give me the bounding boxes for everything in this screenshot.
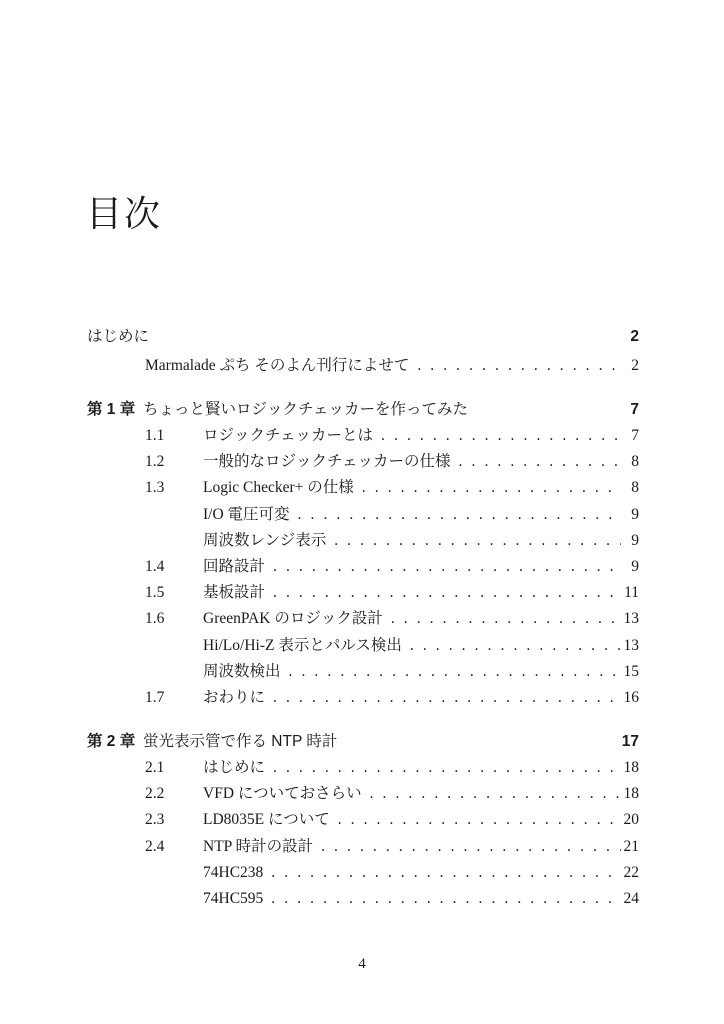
section-title: 74HC595 <box>203 890 264 907</box>
dot-leader <box>265 756 621 780</box>
entry-title: はじめに <box>87 328 150 345</box>
toc-section[interactable] <box>87 555 639 579</box>
chapter-label: 第 2 章 <box>87 733 136 750</box>
section-title: 74HC238 <box>203 864 264 881</box>
section-number: 2.1 <box>145 759 165 776</box>
toc-subsection[interactable] <box>87 861 639 885</box>
section-title: はじめに <box>203 759 266 776</box>
section-title: おわりに <box>203 689 266 706</box>
dot-leader <box>402 634 621 658</box>
dot-leader <box>373 424 621 448</box>
section-number: 1.7 <box>145 689 165 706</box>
dot-leader <box>263 861 621 885</box>
section-number: 1.3 <box>145 479 165 496</box>
toc-entry[interactable] <box>87 354 639 378</box>
section-page: 13 <box>623 610 639 627</box>
entry-page: 2 <box>631 357 639 374</box>
section-title: 一般的なロジックチェッカーの仕様 <box>203 453 451 470</box>
toc-section[interactable] <box>87 607 639 631</box>
section-page: 11 <box>624 584 639 601</box>
toc-subsection[interactable] <box>87 529 639 553</box>
dot-leader <box>313 835 621 859</box>
section-title: GreenPAK のロジック設計 <box>203 610 383 627</box>
dot-leader <box>263 887 621 911</box>
section-title: Hi/Lo/Hi-Z 表示とパルス検出 <box>203 637 402 654</box>
dot-leader <box>265 686 621 710</box>
dot-leader <box>362 782 621 806</box>
toc-section[interactable] <box>87 450 639 474</box>
section-number: 1.1 <box>145 427 165 444</box>
entry-title: Marmalade ぷち そのよん刊行によせて <box>145 357 410 374</box>
section-title: 周波数レンジ表示 <box>203 532 327 549</box>
section-number: 2.4 <box>145 838 165 855</box>
chapter-title: ちょっと賢いロジックチェッカーを作ってみた <box>143 401 469 418</box>
section-number: 1.5 <box>145 584 165 601</box>
toc-subsection[interactable] <box>87 660 639 684</box>
chapter-page: 7 <box>630 401 639 418</box>
toc-section[interactable] <box>87 782 639 806</box>
section-title: 基板設計 <box>203 584 266 601</box>
toc-section[interactable] <box>87 476 639 500</box>
dot-leader <box>265 555 621 579</box>
section-page: 21 <box>623 838 639 855</box>
section-page: 16 <box>623 689 639 706</box>
entry-page: 2 <box>630 328 639 345</box>
section-page: 18 <box>623 759 639 776</box>
toc-section[interactable] <box>87 424 639 448</box>
section-title: I/O 電圧可変 <box>203 506 290 523</box>
toc-section[interactable] <box>87 686 639 710</box>
chapter-label: 第 1 章 <box>87 401 136 418</box>
dot-leader <box>290 503 621 527</box>
chapter-title: 蛍光表示管で作る NTP 時計 <box>143 733 338 750</box>
dot-leader <box>326 529 621 553</box>
dot-leader <box>265 581 621 605</box>
page-title: 目次 <box>86 194 163 235</box>
toc-entry-intro[interactable] <box>87 325 639 349</box>
chapter-page: 17 <box>621 733 639 750</box>
dot-leader <box>354 476 621 500</box>
toc-chapter-1[interactable] <box>87 398 639 422</box>
section-page: 13 <box>623 637 639 654</box>
section-page: 20 <box>623 811 639 828</box>
toc-subsection[interactable] <box>87 503 639 527</box>
section-page: 8 <box>631 479 639 496</box>
section-page: 9 <box>631 506 639 523</box>
section-title: 回路設計 <box>203 558 266 575</box>
dot-leader <box>330 808 621 832</box>
section-title: Logic Checker+ の仕様 <box>203 479 354 496</box>
section-page: 15 <box>623 663 639 680</box>
dot-leader <box>281 660 621 684</box>
section-number: 1.4 <box>145 558 165 575</box>
toc-subsection[interactable] <box>87 634 639 658</box>
dot-leader <box>409 354 621 378</box>
section-number: 2.2 <box>145 785 165 802</box>
toc-section[interactable] <box>87 756 639 780</box>
section-page: 8 <box>631 453 639 470</box>
section-page: 24 <box>623 890 639 907</box>
section-title: ロジックチェッカーとは <box>203 427 374 444</box>
section-title: 周波数検出 <box>203 663 281 680</box>
toc-section[interactable] <box>87 808 639 832</box>
toc-subsection[interactable] <box>87 887 639 911</box>
section-title: VFD についておさらい <box>203 785 362 802</box>
section-page: 18 <box>623 785 639 802</box>
toc-section[interactable] <box>87 835 639 859</box>
section-page: 9 <box>631 558 639 575</box>
dot-leader <box>383 607 621 631</box>
section-number: 1.2 <box>145 453 165 470</box>
section-number: 1.6 <box>145 610 165 627</box>
toc-section[interactable] <box>87 581 639 605</box>
section-page: 22 <box>623 864 639 881</box>
section-page: 9 <box>631 532 639 549</box>
section-title: NTP 時計の設計 <box>203 838 314 855</box>
toc-chapter-2[interactable] <box>87 730 639 754</box>
section-page: 7 <box>631 427 639 444</box>
page-number: 4 <box>358 956 366 972</box>
section-title: LD8035E について <box>203 811 330 828</box>
section-number: 2.3 <box>145 811 165 828</box>
dot-leader <box>451 450 621 474</box>
